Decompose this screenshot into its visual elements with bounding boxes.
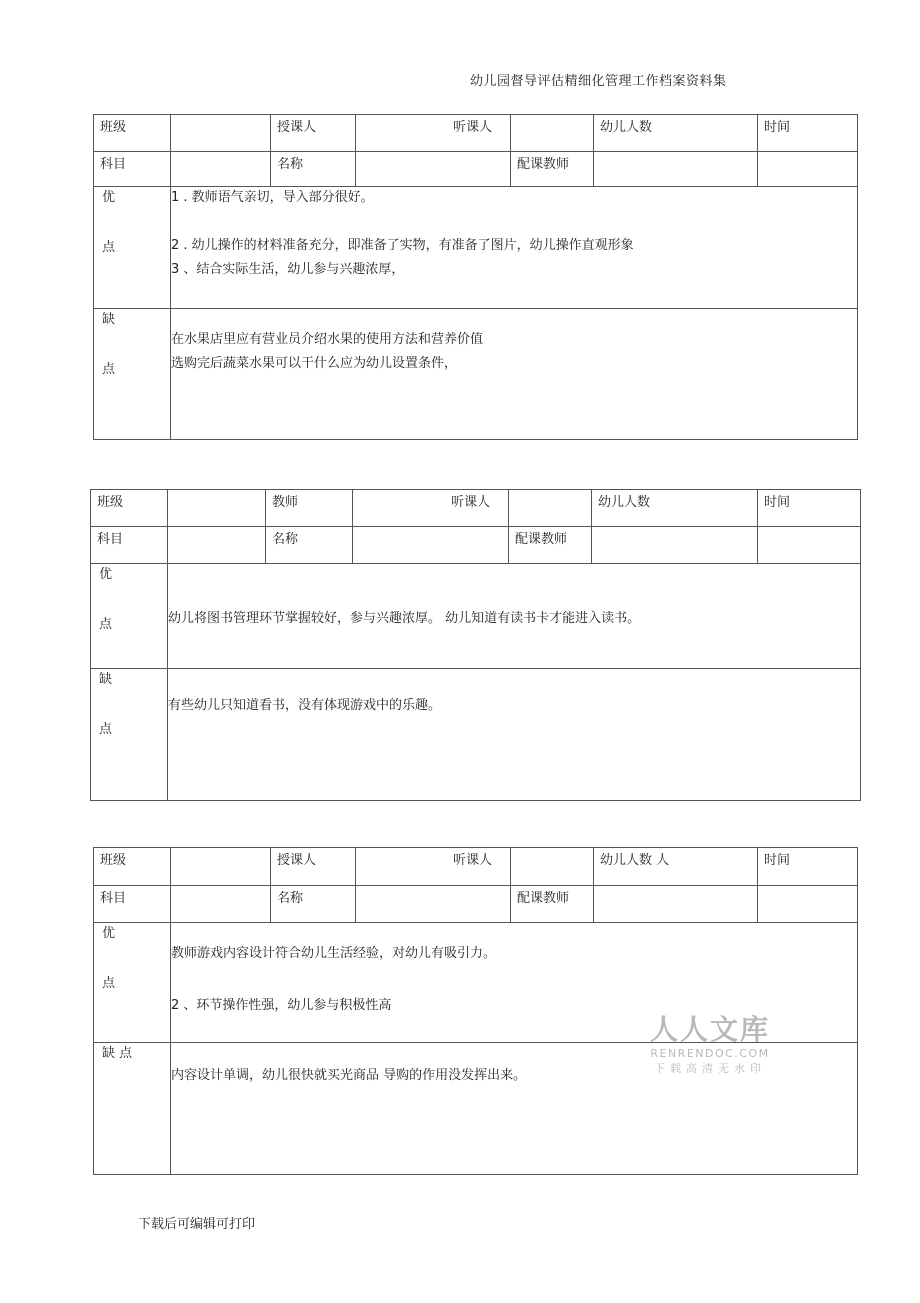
merit-line: 2 . 幼儿操作的材料准备充分，即准备了实物，有准备了图片，幼儿操作直观形象 [171, 238, 634, 253]
defect-line: 在水果店里应有营业员介绍水果的使用方法和营养价值 [171, 332, 484, 347]
evaluation-table-2 [90, 489, 861, 801]
document-header: 幼儿园督导评估精细化管理工作档案资料集 [470, 74, 727, 89]
label-defects-char-2: 点 [99, 722, 113, 737]
label-listener: 听课人 [356, 115, 511, 152]
label-subject: 科目 [94, 886, 171, 923]
value-name[interactable] [353, 527, 509, 564]
value-assistant[interactable] [592, 527, 758, 564]
label-defects [94, 1043, 171, 1175]
value-subject[interactable] [171, 152, 271, 187]
watermark-brand: 人人文库 [649, 1013, 770, 1046]
value-subject[interactable] [168, 527, 266, 564]
label-name: 名称 [266, 527, 353, 564]
value-assistant[interactable] [594, 886, 758, 923]
value-time[interactable] [758, 152, 858, 187]
watermark-logo [647, 1013, 773, 1077]
label-merits-char-1: 优 [99, 567, 113, 582]
label-subject: 科目 [94, 152, 171, 187]
label-time: 时间 [758, 848, 858, 886]
label-teacher: 教师 [266, 490, 353, 527]
value-listener[interactable] [509, 490, 592, 527]
label-assistant: 配课教师 [511, 886, 594, 923]
merit-line: 1 . 教师语气亲切，导入部分很好。 [171, 190, 374, 205]
label-time: 时间 [758, 115, 858, 152]
value-time[interactable] [758, 527, 861, 564]
footer-note: 下载后可编辑可打印 [138, 1217, 256, 1232]
label-merits-char-1: 优 [102, 190, 116, 205]
label-assistant: 配课教师 [509, 527, 592, 564]
value-class[interactable] [168, 490, 266, 527]
label-children-count: 幼儿人数 人 [594, 848, 758, 886]
label-merits-char-2: 点 [99, 617, 113, 632]
label-merits-char-2: 点 [102, 976, 116, 991]
value-class[interactable] [171, 848, 271, 886]
label-merits-char-1: 优 [102, 926, 116, 941]
label-assistant: 配课教师 [511, 152, 594, 187]
label-teacher: 授课人 [271, 115, 356, 152]
label-class: 班级 [94, 115, 171, 152]
value-subject[interactable] [171, 886, 271, 923]
label-merits-char-2: 点 [102, 240, 116, 255]
label-defects [91, 669, 168, 801]
merit-line: 教师游戏内容设计符合幼儿生活经验，对幼儿有吸引力。 [171, 946, 497, 961]
defects-content[interactable] [168, 669, 861, 801]
label-defects-char-1: 缺 [102, 312, 116, 327]
label-defects-char-1: 缺 [99, 672, 113, 687]
label-merits [91, 564, 168, 669]
label-merits [94, 923, 171, 1043]
watermark-domain: RENRENDOC.COM [650, 1047, 770, 1060]
defect-line: 选购完后蔬菜水果可以干什么应为幼儿设置条件， [171, 356, 458, 371]
label-class: 班级 [91, 490, 168, 527]
defect-line: 内容设计单调，幼儿很快就买光商品 导购的作用没发挥出来。 [171, 1068, 527, 1083]
value-assistant[interactable] [594, 152, 758, 187]
label-time: 时间 [758, 490, 861, 527]
value-name[interactable] [356, 886, 511, 923]
label-teacher: 授课人 [271, 848, 356, 886]
label-children-count: 幼儿人数 [592, 490, 758, 527]
value-listener[interactable] [511, 848, 594, 886]
label-subject: 科目 [91, 527, 168, 564]
label-merits [94, 187, 171, 309]
merits-content[interactable] [168, 564, 861, 669]
merit-line: 3 、结合实际生活，幼儿参与兴趣浓厚， [171, 262, 405, 277]
value-time[interactable] [758, 886, 858, 923]
label-defects-inline: 缺 点 [102, 1046, 133, 1061]
value-class[interactable] [171, 115, 271, 152]
label-defects [94, 309, 171, 440]
defects-content[interactable] [171, 309, 858, 440]
label-name: 名称 [271, 152, 356, 187]
merit-line: 2 、环节操作性强，幼儿参与积极性高 [171, 998, 392, 1013]
label-listener: 听课人 [356, 848, 511, 886]
evaluation-table-1 [93, 114, 858, 440]
defect-line: 有些幼儿只知道看书，没有体现游戏中的乐趣。 [168, 698, 442, 713]
label-defects-char-2: 点 [102, 362, 116, 377]
evaluation-table-3 [93, 847, 858, 1175]
label-listener: 听课人 [353, 490, 509, 527]
merit-line: 幼儿将图书管理环节掌握较好，参与兴趣浓厚。 幼儿知道有读书卡才能进入读书。 [168, 611, 641, 626]
merits-content[interactable] [171, 187, 858, 309]
watermark-slogan: 下载高清无水印 [654, 1062, 766, 1075]
label-name: 名称 [271, 886, 356, 923]
label-children-count: 幼儿人数 [594, 115, 758, 152]
value-name[interactable] [356, 152, 511, 187]
value-listener[interactable] [511, 115, 594, 152]
label-class: 班级 [94, 848, 171, 886]
